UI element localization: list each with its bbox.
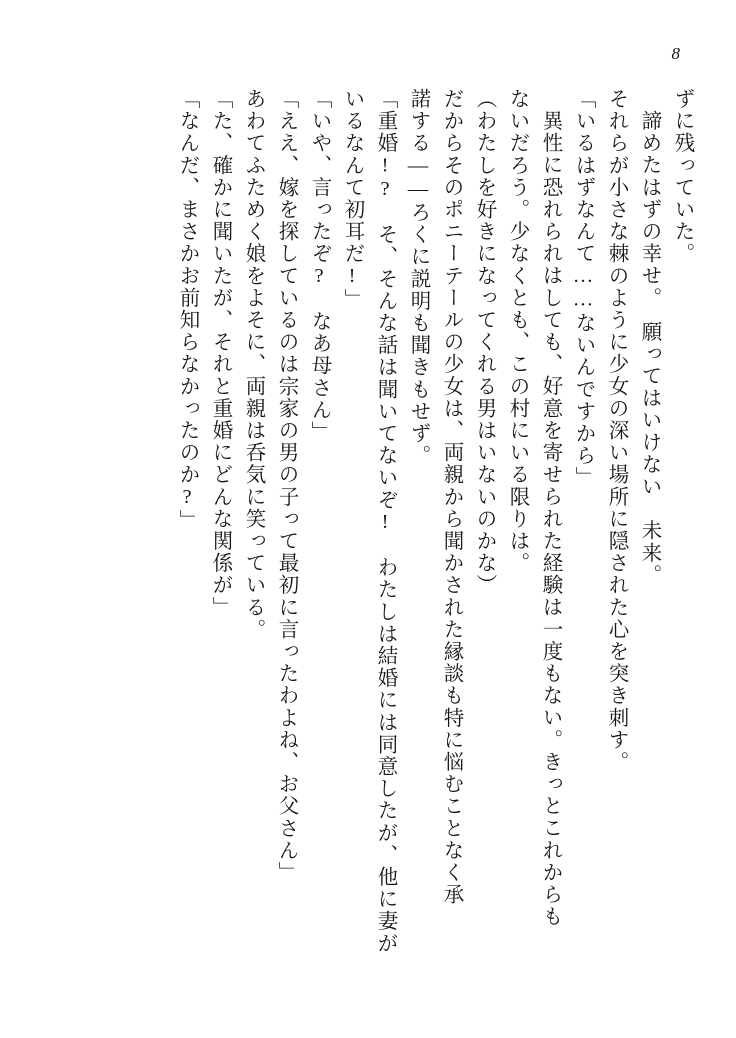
vertical-text-block xyxy=(82,88,692,978)
text-column: あわてふためく娘をよそに、両親は呑気に笑っている。 xyxy=(242,88,264,641)
text-column: 異性に恐れられはしても、好意を寄せられた経験は一度もない。きっとこれからも xyxy=(539,110,561,928)
text-column: ないだろう。少なくとも、この村にいる限りは。 xyxy=(506,88,528,575)
text-column: だからそのポニーテールの少女は、両親から聞かされた縁談も特に悩むことなく承 xyxy=(440,88,462,906)
text-column: それらが小さな棘のように少女の深い場所に隠された心を突き刺す。 xyxy=(605,88,627,774)
text-column: 「いるはずなんて……ないんですから」 xyxy=(572,88,594,489)
text-column: 「なんだ、まさかお前知らなかったのか?」 xyxy=(176,88,198,532)
text-column: 「た、確かに聞いたが、それと重婚にどんな関係が」 xyxy=(209,88,231,619)
page-number: 8 xyxy=(671,44,680,63)
text-column: 諦めたはずの幸せ。 願ってはいけない 未来。 xyxy=(638,110,660,586)
text-column: いるなんて初耳だ!」 xyxy=(341,88,363,311)
text-column: （わたしを好きになってくれる男はいないのかな） xyxy=(473,88,495,597)
text-column: 「いや、言ったぞ? なあ母さん」 xyxy=(308,88,330,444)
text-column: ずに残っていた。 xyxy=(671,88,693,265)
text-column: 諾する——ろくに説明も聞きもせず。 xyxy=(407,88,429,467)
text-column: 「重婚!? そ、そんな話は聞いてないぞ! わたしは結婚には同意したが、他に妻が xyxy=(374,88,396,955)
text-column: 「ええ、嫁を探しているのは宗家の男の子って最初に言ったわよね、お父さん」 xyxy=(275,88,297,884)
